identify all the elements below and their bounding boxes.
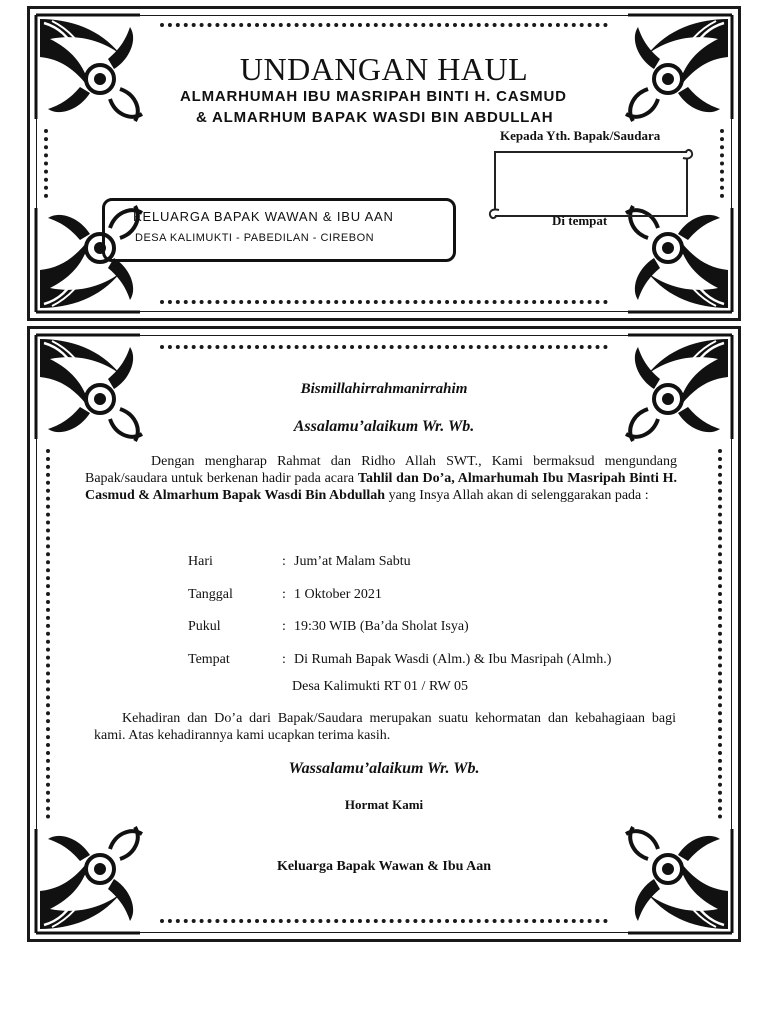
detail-address-continued: Desa Kalimukti RT 01 / RW 05 bbox=[292, 679, 468, 694]
event-name: Tahlil dan Do’a, Almarhumah Ibu Masripah Binti H. Casmud & Almarhum Bapak Wasdi Bin Abdullah bbox=[85, 471, 678, 503]
detail-value: 1 Oktober 2021 bbox=[294, 587, 382, 602]
detail-value: 19:30 WIB (Ba’da Sholat Isya) bbox=[294, 619, 469, 634]
sender-box bbox=[102, 198, 456, 262]
recipient-label: Kepada Yth. Bapak/Saudara bbox=[500, 128, 661, 143]
regards: Hormat Kami bbox=[344, 797, 424, 812]
corner-ornament-icon bbox=[30, 819, 150, 939]
detail-label: Pukul bbox=[188, 619, 221, 634]
greeting: Assalamu’alaikum Wr. Wb. bbox=[293, 418, 475, 435]
closing-salutation: Wassalamu’alaikum Wr. Wb. bbox=[288, 760, 480, 777]
bottom-dotted-border bbox=[160, 919, 608, 923]
detail-separator: : bbox=[282, 652, 286, 667]
sender-address: DESA KALIMUKTI - PABEDILAN - CIREBON bbox=[135, 232, 375, 244]
detail-label: Tempat bbox=[188, 652, 230, 667]
letter-card bbox=[27, 326, 741, 942]
top-dotted-border bbox=[160, 345, 608, 349]
sender-name: KELUARGA BAPAK WAWAN & IBU AAN bbox=[133, 209, 394, 224]
detail-value: Jum’at Malam Sabtu bbox=[294, 554, 411, 569]
basmalah: Bismillahirrahmanirrahim bbox=[300, 381, 468, 397]
paragraph-text: yang Insya Allah akan di selenggarakan pada : bbox=[385, 488, 649, 503]
detail-row-hari bbox=[188, 554, 411, 570]
detail-label: Hari bbox=[188, 554, 213, 569]
recipient-place: Di tempat bbox=[552, 213, 608, 228]
scroll-curl-icon bbox=[681, 147, 695, 161]
corner-ornament-icon bbox=[618, 819, 738, 939]
left-dotted-border bbox=[44, 129, 48, 198]
invitation-title: UNDANGAN HAUL bbox=[239, 51, 529, 87]
closing-paragraph: Kehadiran dan Do’a dari Bapak/Saudara merupakan suatu kehormatan dan kebahagiaan bagi kami. Atas kehadirannya kami ucapkan terima kasih. bbox=[94, 711, 676, 743]
detail-separator: : bbox=[282, 619, 286, 634]
subtitle-line-2: & ALMARHUM BAPAK WASDI BIN ABDULLAH bbox=[196, 109, 554, 126]
top-dotted-border bbox=[160, 23, 608, 27]
envelope-card bbox=[27, 6, 741, 321]
subtitle-line-1: ALMARHUMAH IBU MASRIPAH BINTI H. CASMUD bbox=[180, 88, 567, 105]
signature: Keluarga Bapak Wawan & Ibu Aan bbox=[276, 859, 492, 874]
bottom-dotted-border bbox=[160, 300, 608, 304]
detail-row-tempat bbox=[188, 652, 611, 668]
detail-label: Tanggal bbox=[188, 587, 233, 602]
detail-value: Di Rumah Bapak Wasdi (Alm.) & Ibu Masripah (Almh.) bbox=[294, 652, 612, 667]
opening-paragraph bbox=[85, 453, 677, 504]
detail-separator: : bbox=[282, 587, 286, 602]
detail-separator: : bbox=[282, 554, 286, 569]
detail-row-tanggal bbox=[188, 587, 382, 603]
scroll-curl-icon bbox=[487, 207, 501, 221]
recipient-scroll-box bbox=[494, 151, 688, 217]
detail-row-pukul bbox=[188, 619, 469, 635]
right-dotted-border bbox=[720, 129, 724, 198]
paragraph-text: Dengan mengharap Rahmat dan Ridho Allah SWT., Kami bermaksud mengundang Bapak/saudara untuk berkenan hadir pada acara bbox=[85, 454, 677, 486]
